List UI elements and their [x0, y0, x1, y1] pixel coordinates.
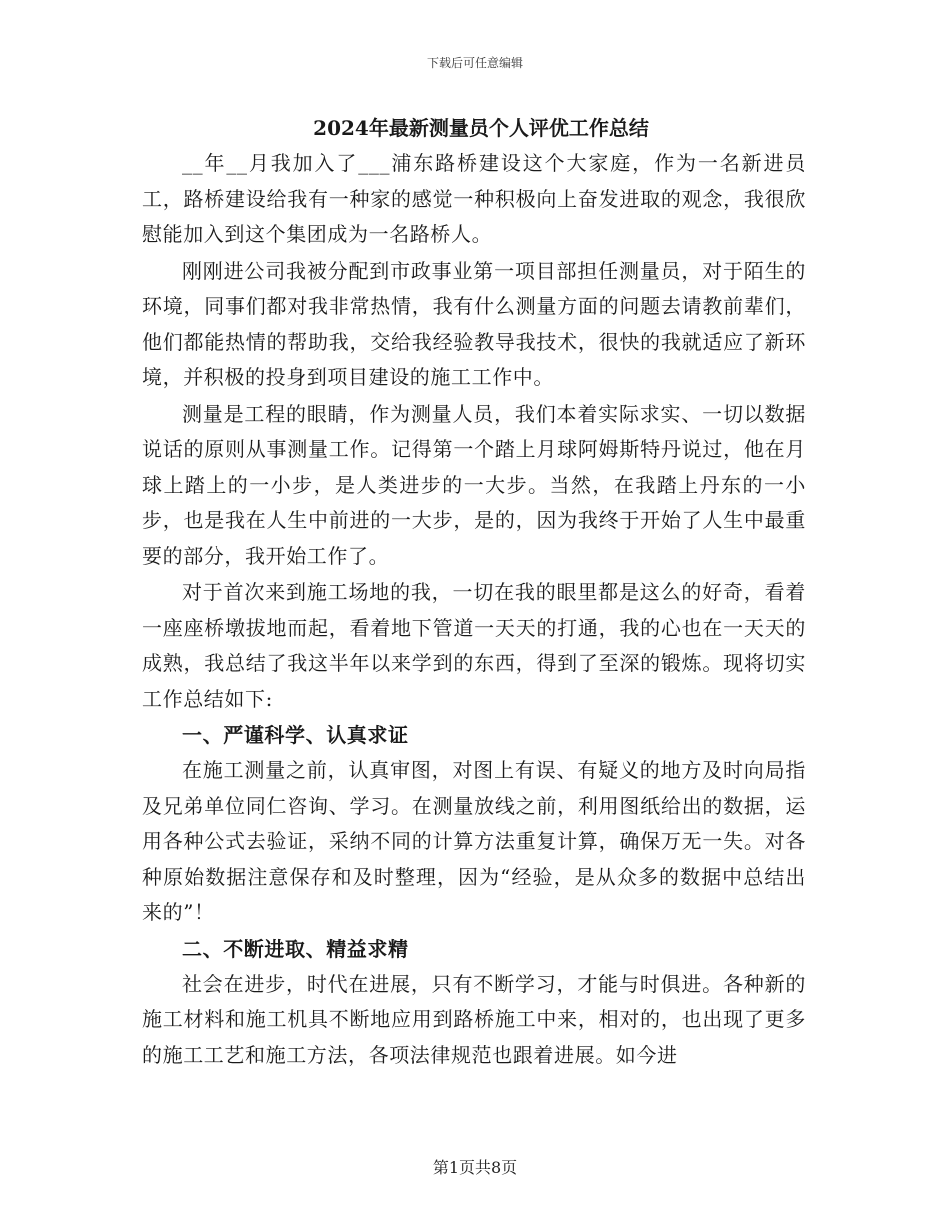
- page-footer: 第1页共8页: [432, 1158, 518, 1177]
- document-body: [142, 110, 806, 1073]
- paragraph-3: 测量是工程的眼睛，作为测量人员，我们本着实际求实、一切以数据说话的原则从事测量工作。记得第一个踏上月球阿姆斯特丹说过，他在月球上踏上的一小步，是人类进步的一大步。当然，在我踏上丹东的一小步，也是我在人生中前进的一大步，是的，因为我终于开始了人生中最重要的部分，我开始工作了。: [142, 401, 806, 568]
- header-note: 下载后可任意编辑: [426, 56, 523, 70]
- document-title: 2024年最新测量员个人评优工作总结: [313, 116, 649, 140]
- section-1-text: 在施工测量之前，认真审图，对图上有误、有疑义的地方及时向局指及兄弟单位同仁咨询、学习。在测量放线之前，利用图纸给出的数据，运用各种公式去验证，采纳不同的计算方法重复计算，确保万无一失。对各种原始数据注意保存和及时整理，因为“经验，是从众多的数据中总结出来的”！: [142, 758, 806, 924]
- paragraph-4: 对于首次来到施工场地的我，一切在我的眼里都是这么的好奇，看着一座座桥墩拔地而起，看着地下管道一天天的打通，我的心也在一天天的成熟，我总结了我这半年以来学到的东西，得到了至深的锻炼。现将切实工作总结如下:: [142, 580, 806, 711]
- section-2-text: 社会在进步，时代在进展，只有不断学习，才能与时俱进。各种新的施工材料和施工机具不断地应用到路桥施工中来，相对的，也出现了更多的施工工艺和施工方法，各项法律规范也跟着进展。如今进: [142, 971, 806, 1067]
- section-1-heading: 一、严谨科学、认真求证: [182, 723, 409, 747]
- paragraph-2: 刚刚进公司我被分配到市政事业第一项目部担任测量员，对于陌生的环境，同事们都对我非常热情，我有什么测量方面的问题去请教前辈们，他们都能热情的帮助我，交给我经验教导我技术，很快的我就适应了新环境，并积极的投身到项目建设的施工工作中。: [142, 258, 806, 389]
- section-2-heading: 二、不断进取、精益求精: [182, 936, 409, 961]
- paragraph-1: __年__月我加入了___浦东路桥建设这个大家庭，作为一名新进员工，路桥建设给我有一种家的感觉一种积极向上奋发进取的观念，我很欣慰能加入到这个集团成为一名路桥人。: [142, 151, 806, 246]
